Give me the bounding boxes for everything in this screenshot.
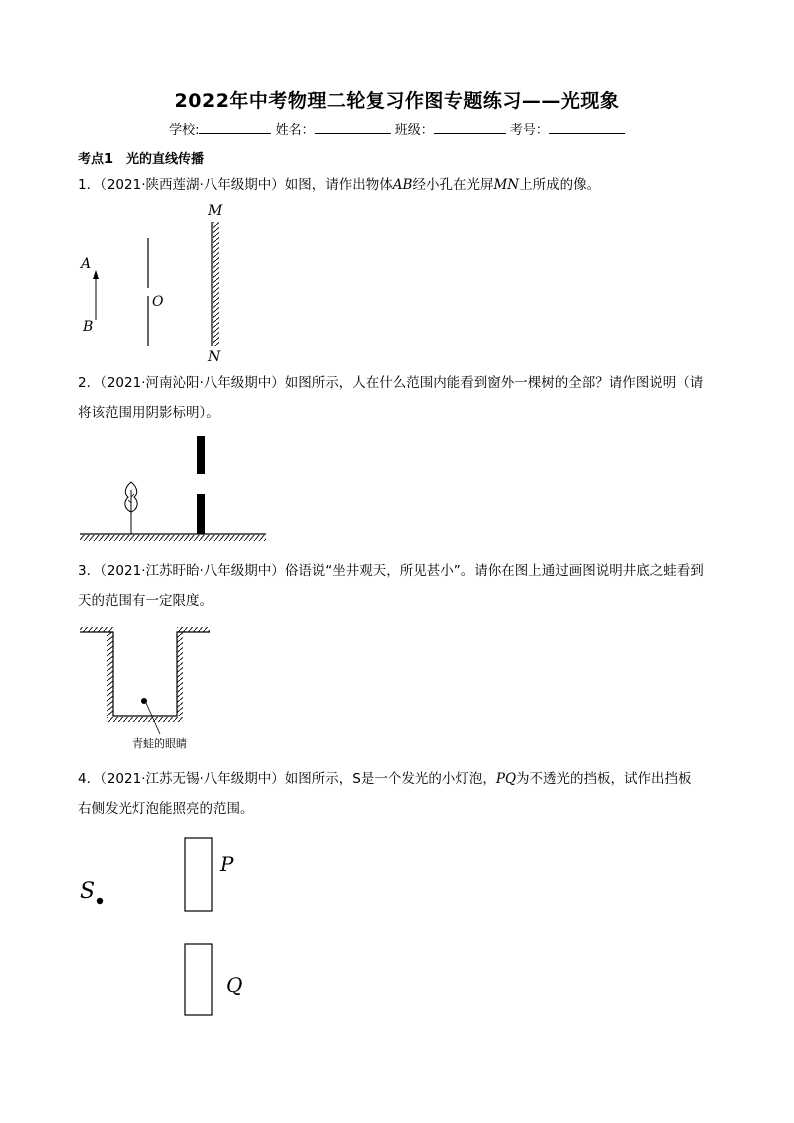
label-n: N — [208, 349, 221, 365]
q2-line-2: 将该范围用阴影标明）。 — [78, 405, 220, 421]
q1-number: 1． — [78, 177, 101, 193]
board-q — [185, 944, 212, 1015]
frog-eye-label: 青蛙的眼睛 — [132, 737, 187, 750]
ground-hatching-right — [177, 627, 210, 632]
q3-line-2: 天的范围有一定限度。 — [78, 593, 213, 609]
q4-text-a: 4．（2021·江苏无锡·八年级期中）如图所示，S是一个发光的小灯泡， — [78, 771, 496, 787]
figure-3-well — [80, 627, 210, 734]
school-label: 学校: — [169, 123, 200, 138]
class-label: 班级： — [394, 123, 434, 138]
question-2 — [78, 368, 718, 428]
figure-1-pinhole — [79, 203, 223, 365]
label-q: Q — [226, 973, 243, 997]
lamp-dot — [97, 898, 103, 904]
q1-ab: AB — [392, 177, 413, 193]
screen-hatching — [213, 222, 219, 346]
page-title: 2022年中考物理二轮复习作图专题练习——光现象 — [174, 90, 620, 112]
section-heading: 考点1 光的直线传播 — [78, 152, 205, 167]
number-label: 考号： — [509, 123, 549, 138]
label-b: B — [83, 319, 94, 335]
label-p: P — [220, 852, 234, 876]
label-o: O — [152, 294, 164, 310]
label-m: M — [208, 203, 223, 219]
label-s: S — [80, 879, 96, 904]
q4-line-2: 右侧发光灯泡能照亮的范围。 — [78, 801, 254, 817]
q3-line-1: 3．（2021·江苏盱眙·八年级期中）俗语说“坐井观天，所见甚小”。请你在图上通过画图说明井底之蛙看到 — [78, 563, 704, 579]
question-4 — [78, 764, 718, 824]
name-label: 姓名： — [275, 123, 315, 138]
figure-2-window-tree — [80, 436, 266, 541]
well-wall-hatching-left — [107, 632, 113, 716]
question-3 — [78, 556, 718, 616]
wall-lower — [197, 494, 205, 534]
q1-text-b: 经小孔在光屏 — [412, 177, 494, 193]
label-a: A — [81, 256, 92, 272]
q1-mn: MN — [493, 177, 520, 193]
ground-hatching-left — [80, 627, 113, 632]
q4-pq: PQ — [495, 771, 517, 787]
q4-line-1 — [78, 764, 718, 794]
tree-icon — [125, 482, 137, 534]
figure-4-lamp-board — [80, 838, 242, 1015]
ground-hatching — [80, 535, 266, 541]
well-wall-hatching-right — [177, 632, 183, 716]
q1-text-a: （2021·陕西莲湖·八年级期中）如图，请作出物体 — [100, 177, 393, 193]
well-bottom-hatching — [107, 717, 183, 722]
board-p — [185, 838, 212, 911]
q4-text-b: 为不透光的挡板，试作出挡板 — [516, 771, 692, 787]
q1-text-c: 上所成的像。 — [519, 177, 601, 193]
q2-line-1: 2．（2021·河南沁阳·八年级期中）如图所示，人在什么范围内能看到窗外一棵树的全部？请作图说明（请 — [78, 375, 704, 391]
wall-upper — [197, 436, 205, 474]
object-ab-arrowhead — [93, 270, 99, 279]
